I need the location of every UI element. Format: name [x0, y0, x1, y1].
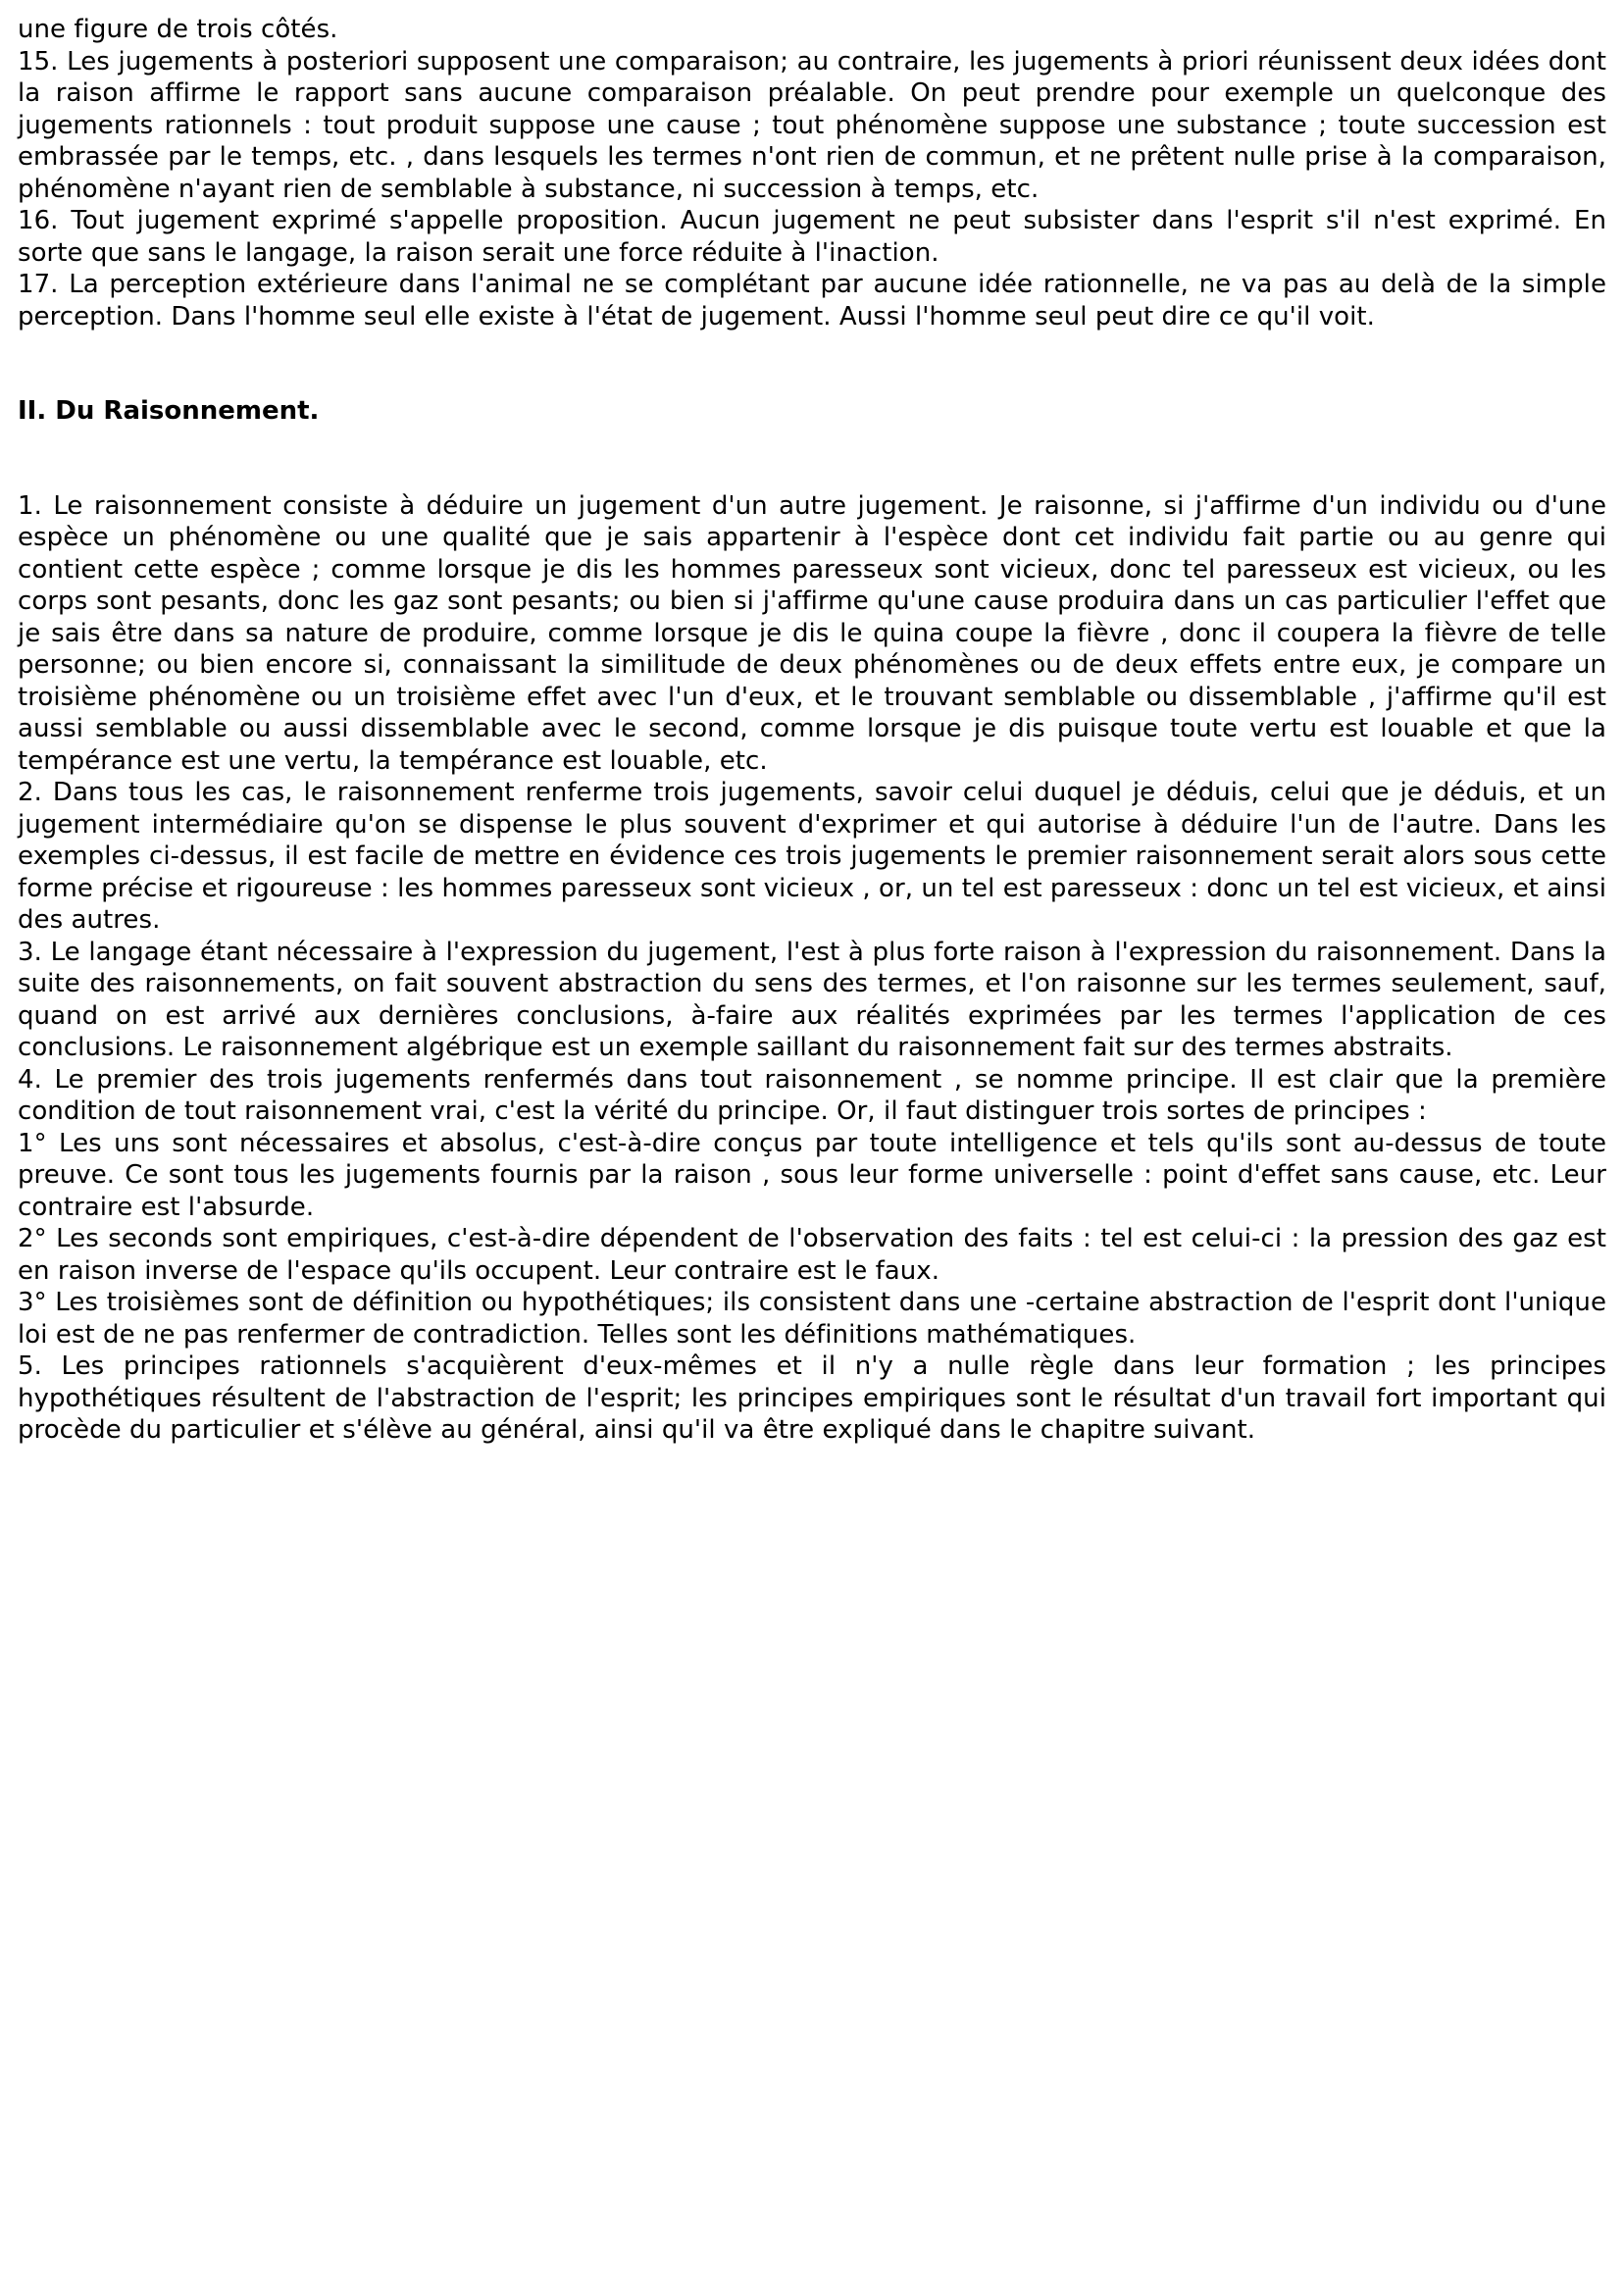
document-page: [18, 14, 1606, 1447]
paragraph-4: 4. Le premier des trois jugements renfermés dans tout raisonnement , se nomme principe. Il est clair que la première condition de tout raisonnement vrai, c'est la vérité du principe. Or, il faut distinguer trois sortes de principes :: [18, 1064, 1606, 1126]
paragraph-5: 5. Les principes rationnels s'acquièrent d'eux-mêmes et il n'y a nulle règle dans leur formation ; les principes hypothétiques résultent de l'abstraction de l'esprit; les principes empiriques sont le résultat d'un travail fort important qui procède du particulier et s'élève au général, ainsi qu'il va être expliqué dans le chapitre suivant.: [18, 1351, 1606, 1445]
paragraph-1: 1. Le raisonnement consiste à déduire un jugement d'un autre jugement. Je raisonne, si j'affirme d'un individu ou d'une espèce un phénomène ou une qualité que je sais appartenir à l'espèce dont cet individu fait partie ou au genre qui contient cette espèce ; comme lorsque je dis les hommes paresseux sont vicieux, donc tel paresseux est vicieux, ou les corps sont pesants, donc les gaz sont pesants; ou bien si j'affirme qu'une cause produira dans un cas particulier l'effet que je sais être dans sa nature de produire, comme lorsque je dis le quina coupe la fièvre , donc il coupera la fièvre de telle personne; ou bien encore si, connaissant la similitude de deux phénomènes ou de deux effets entre eux, je compare un troisième phénomène ou un troisième effet avec l'un d'eux, et le trouvant semblable ou dissemblable , j'affirme qu'il est aussi semblable ou aussi dissemblable avec le second, comme lorsque je dis puisque toute vertu est louable et que la tempérance est une vertu, la tempérance est louable, etc.: [18, 490, 1606, 776]
section-jugement-end: [18, 14, 1606, 332]
section-heading: II. Du Raisonnement.: [18, 396, 320, 426]
paragraph-2: 2. Dans tous les cas, le raisonnement renferme trois jugements, savoir celui duquel je déduis, celui que je déduis, et un jugement intermédiaire qu'on se dispense le plus souvent d'exprimer et qui autorise à déduire l'un de l'autre. Dans les exemples ci-dessus, il est facile de mettre en évidence ces trois jugements le premier raisonnement serait alors sous cette forme précise et rigoureuse : les hommes paresseux sont vicieux , or, un tel est paresseux : donc un tel est vicieux, et ainsi des autres.: [18, 778, 1606, 935]
principle-2: 2° Les seconds sont empiriques, c'est-à-dire dépendent de l'observation des faits : tel est celui-ci : la pression des gaz est en raison inverse de l'espace qu'ils occupent. Leur contraire est le faux.: [18, 1224, 1606, 1286]
paragraph-fragment: une figure de trois côtés.: [18, 15, 338, 44]
principle-1: 1° Les uns sont nécessaires et absolus, c'est-à-dire conçus par toute intelligence et tels qu'ils sont au-dessus de toute preuve. Ce sont tous les jugements fournis par la raison , sous leur forme universelle : point d'effet sans cause, etc. Leur contraire est l'absurde.: [18, 1128, 1606, 1222]
spacer: [18, 428, 1606, 490]
spacer: [18, 332, 1606, 395]
paragraph-3: 3. Le langage étant nécessaire à l'expression du jugement, l'est à plus forte raison à l'expression du raisonnement. Dans la suite des raisonnements, on fait souvent abstraction du sens des termes, et l'on raisonne sur les termes seulement, sauf, quand on est arrivé aux dernières conclusions, à-faire aux réalités exprimées par les termes l'application de ces conclusions. Le raisonnement algébrique est un exemple saillant du raisonnement fait sur des termes abstraits.: [18, 937, 1606, 1062]
paragraph-17: 17. La perception extérieure dans l'animal ne se complétant par aucune idée rationnelle, ne va pas au delà de la simple perception. Dans l'homme seul elle existe à l'état de jugement. Aussi l'homme seul peut dire ce qu'il voit.: [18, 270, 1606, 331]
section-raisonnement: [18, 490, 1606, 1447]
principle-3: 3° Les troisièmes sont de définition ou hypothétiques; ils consistent dans une -certaine abstraction de l'esprit dont l'unique loi est de ne pas renfermer de contradiction. Telles sont les définitions mathématiques.: [18, 1288, 1606, 1350]
paragraph-16: 16. Tout jugement exprimé s'appelle proposition. Aucun jugement ne peut subsister dans l'esprit s'il n'est exprimé. En sorte que sans le langage, la raison serait une force réduite à l'inaction.: [18, 206, 1606, 268]
paragraph-15: 15. Les jugements à posteriori supposent une comparaison; au contraire, les jugements à priori réunissent deux idées dont la raison affirme le rapport sans aucune comparaison préalable. On peut prendre pour exemple un quelconque des jugements rationnels : tout produit suppose une cause ; tout phénomène suppose une substance ; toute succession est embrassée par le temps, etc. , dans lesquels les termes n'ont rien de commun, et ne prêtent nulle prise à la comparaison, phénomène n'ayant rien de semblable à substance, ni succession à temps, etc.: [18, 46, 1606, 204]
